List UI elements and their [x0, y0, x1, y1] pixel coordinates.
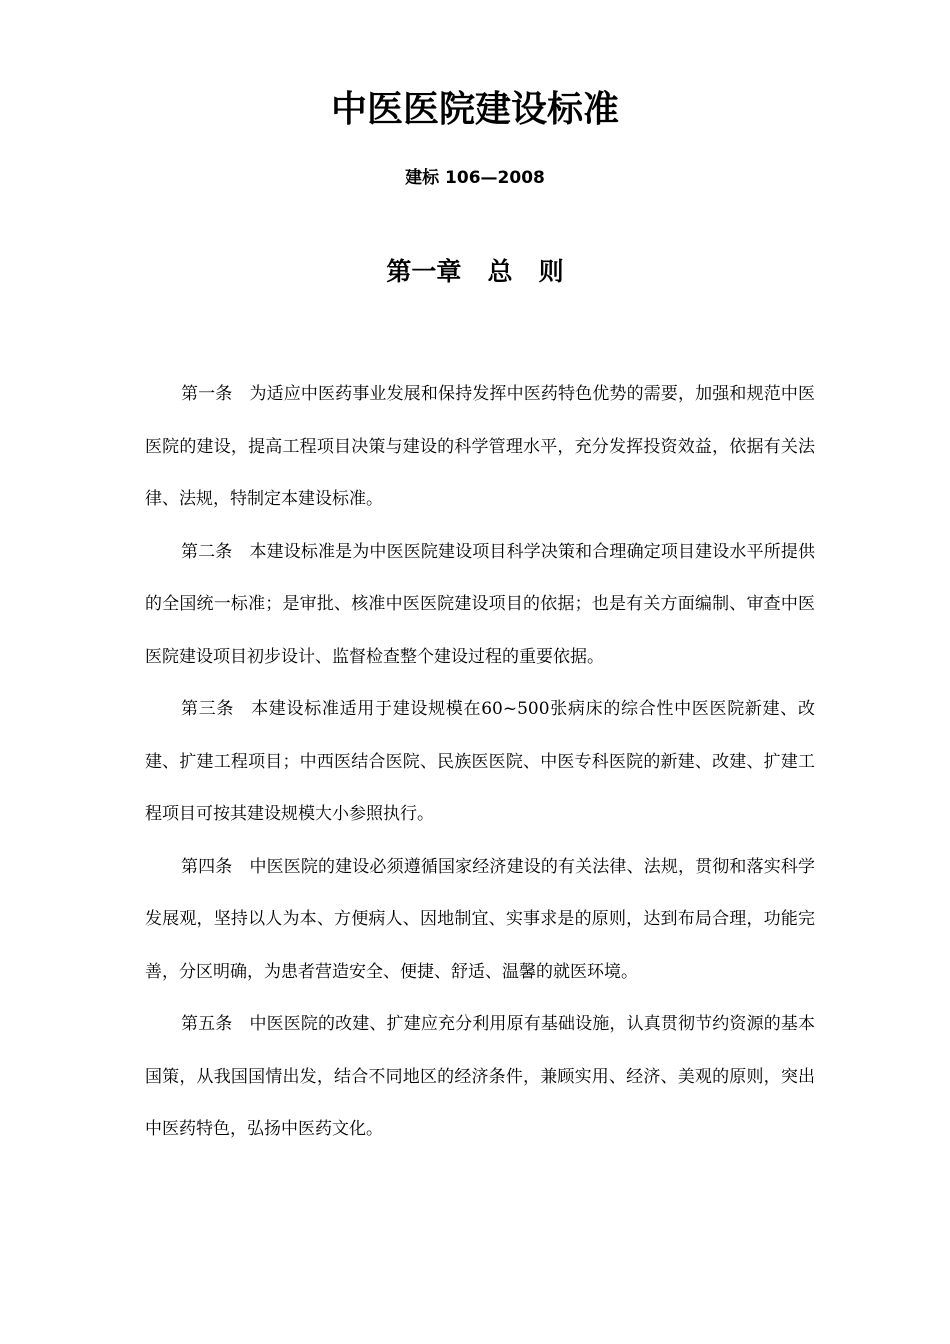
article-text: 中医医院的建设必须遵循国家经济建设的有关法律、法规，贯彻和落实科学发展观，坚持以人为本、方便病人、因地制宜、实事求是的原则，达到布局合理，功能完善，分区明确，为患者营造安全、便捷、舒适、温馨的就医环境。 — [145, 856, 816, 982]
standard-code: 建标 106—2008 — [405, 168, 545, 188]
article-1 — [145, 368, 815, 526]
chapter-body — [145, 368, 815, 1156]
article-label: 第五条 — [181, 1014, 233, 1034]
article-label: 第三条 — [181, 699, 235, 719]
article-4 — [145, 841, 815, 999]
article-label: 第四条 — [181, 856, 233, 877]
chapter-title: 第一章 总 则 — [386, 257, 564, 286]
article-text: 为适应中医药事业发展和保持发挥中医药特色优势的需要，加强和规范中医医院的建设，提高工程项目决策与建设的科学管理水平，充分发挥投资效益，依据有关法律、法规，特制定本建设标准。 — [145, 384, 816, 509]
document-title: 中医医院建设标准 — [330, 89, 619, 130]
article-label: 第二条 — [181, 541, 233, 562]
article-text: 中医医院的改建、扩建应充分利用原有基础设施，认真贯彻节约资源的基本国策，从我国国情出发，结合不同地区的经济条件，兼顾实用、经济、美观的原则，突出中医药特色，弘扬中医药文化。 — [145, 1014, 816, 1139]
article-5 — [145, 998, 815, 1156]
article-text: 本建设标准适用于建设规模在60~500张病床的综合性中医医院新建、改建、扩建工程项目；中西医结合医院、民族医医院、中医专科医院的新建、改建、扩建工程项目可按其建设规模大小参照执行。 — [145, 699, 816, 824]
article-text: 本建设标准是为中医医院建设项目科学决策和合理确定项目建设水平所提供的全国统一标准；是审批、核准中医医院建设项目的依据；也是有关方面编制、审查中医医院建设项目初步设计、监督检查整个建设过程的重要依据。 — [145, 541, 816, 667]
article-label: 第一条 — [181, 384, 233, 404]
article-3 — [145, 683, 815, 841]
article-2 — [145, 526, 815, 684]
